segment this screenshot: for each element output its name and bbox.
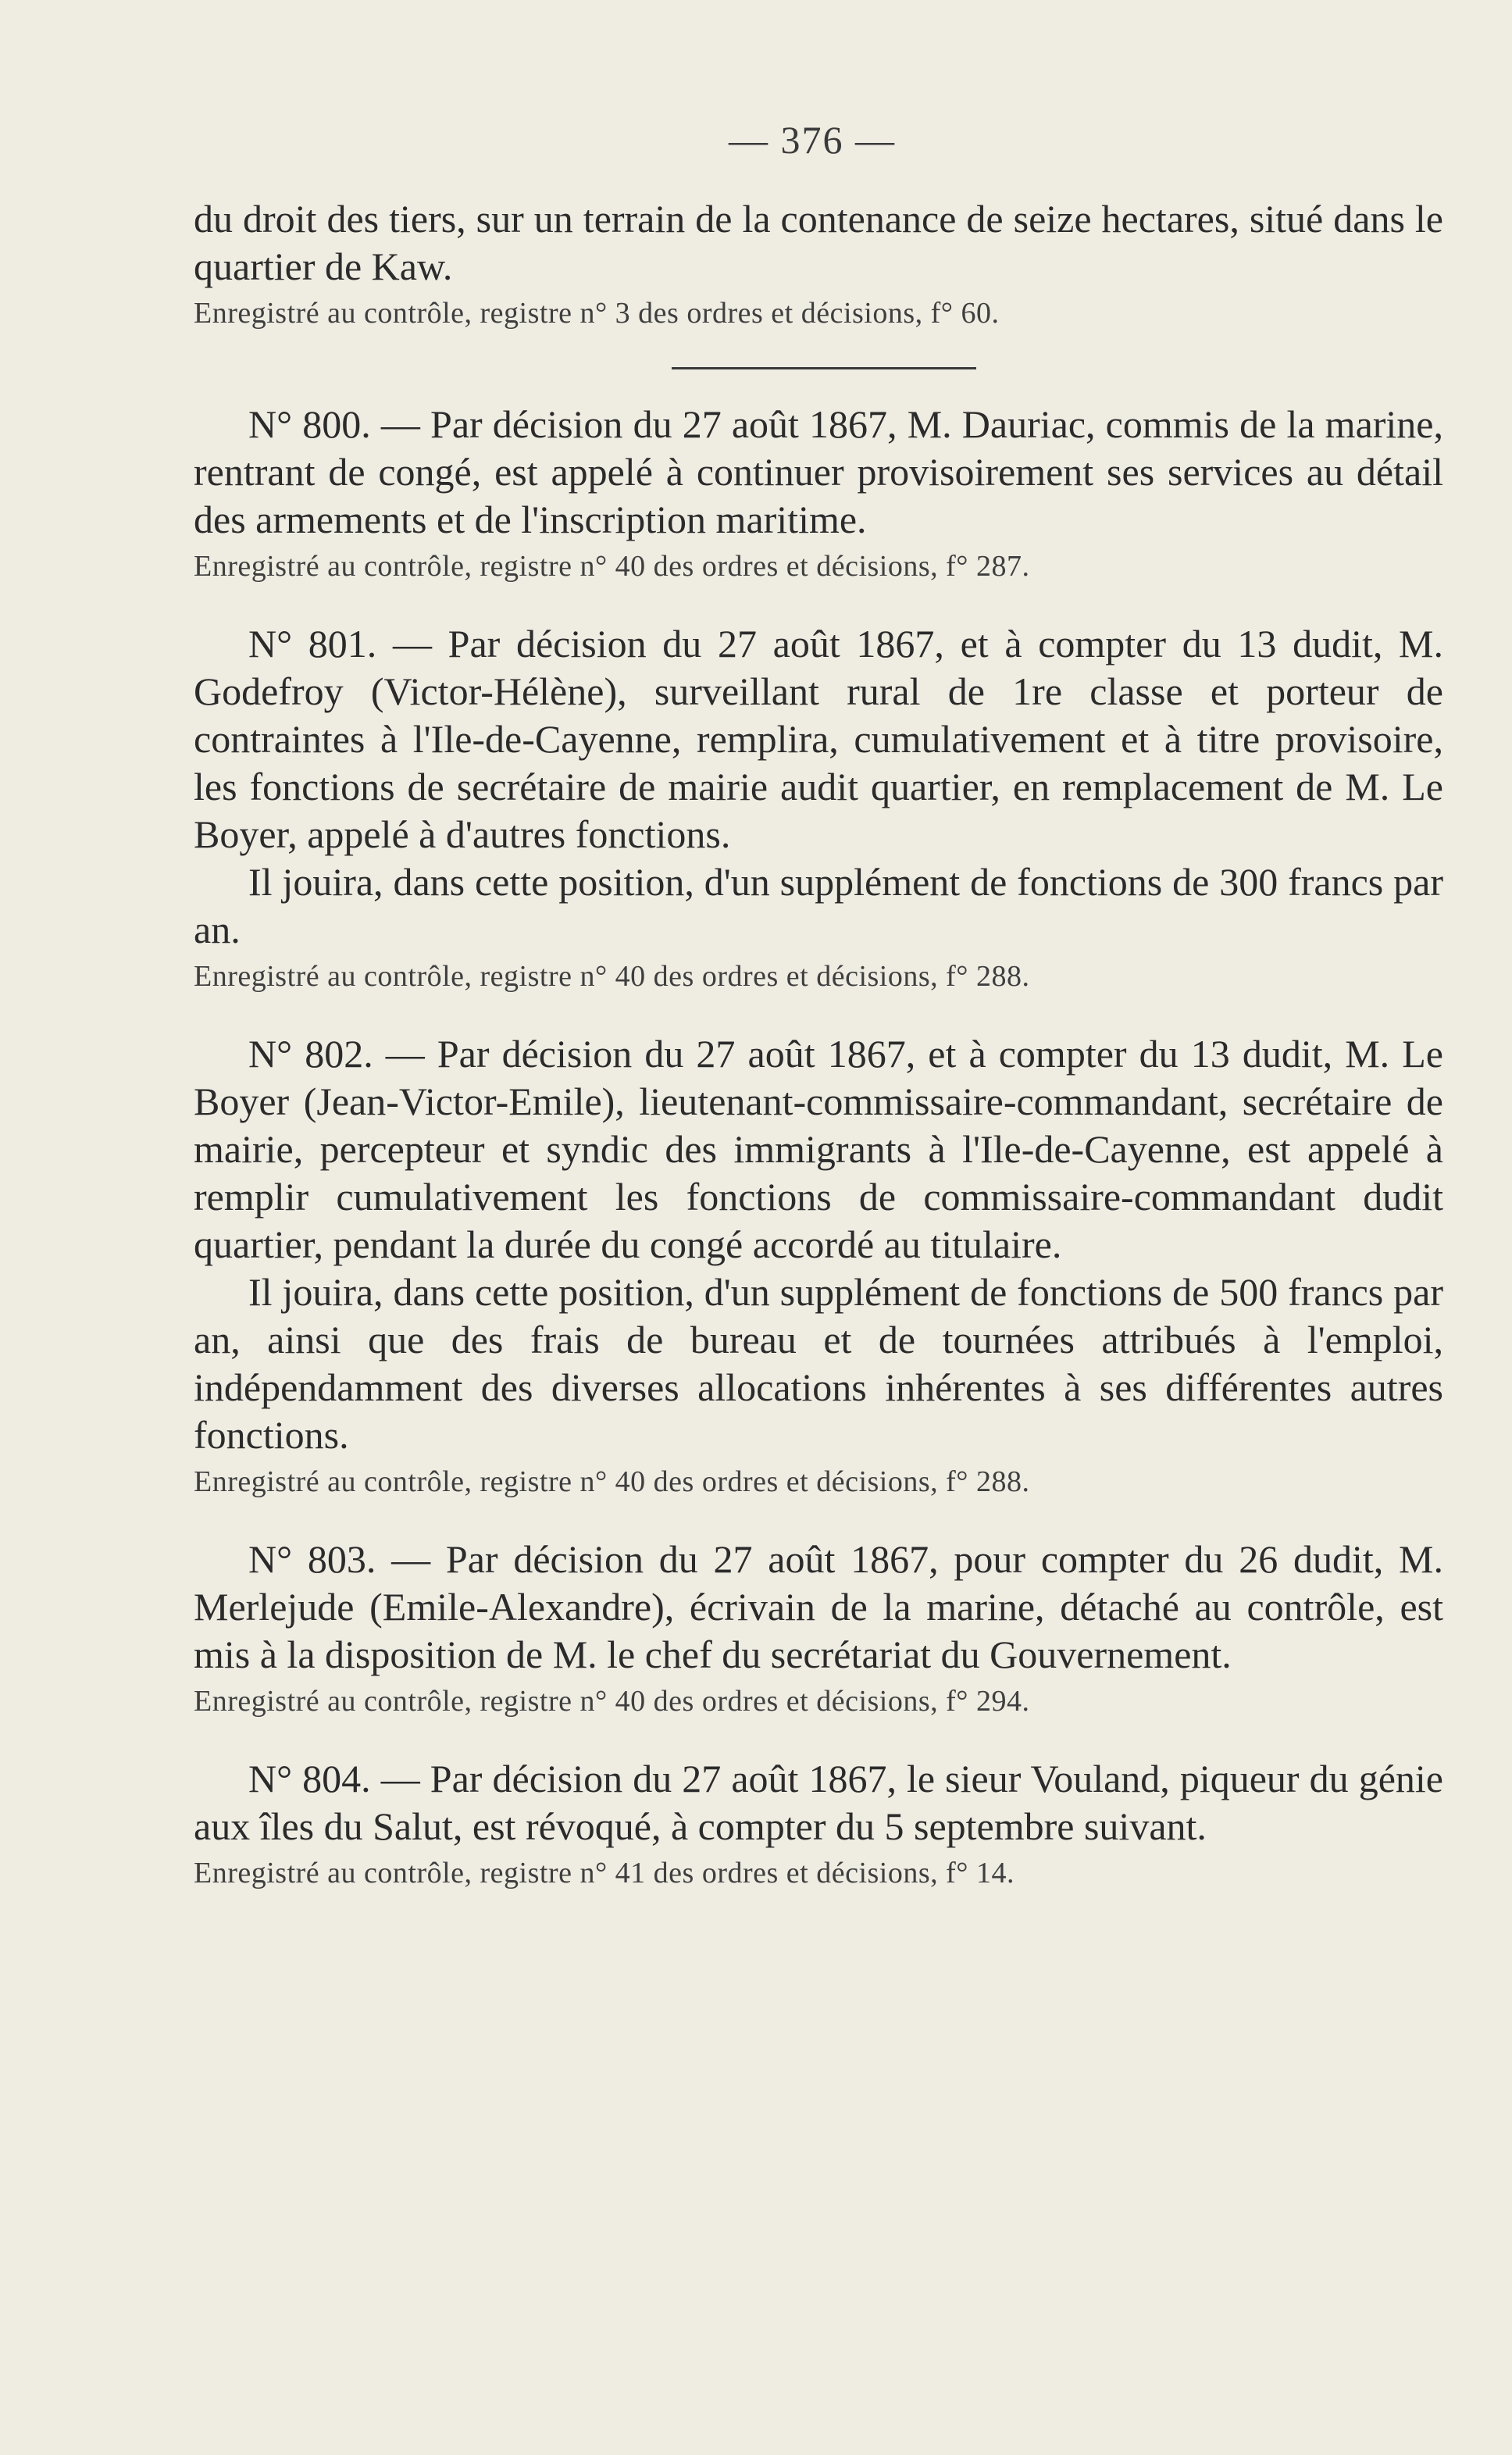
entry-paragraph: N° 804. — Par décision du 27 août 1867, le sieur Vouland, piqueur du génie aux îles du Salut, est révoqué, à compter du 5 septembre suivant.: [194, 1757, 1443, 1848]
intro-registration: Enregistré au contrôle, registre n° 3 des ordres et décisions, f° 60.: [194, 297, 1000, 330]
section-separator: [672, 367, 976, 369]
entry-803: [194, 1536, 1443, 1721]
entry-paragraph: Il jouira, dans cette position, d'un supplément de fonctions de 300 francs par an.: [194, 860, 1443, 951]
entry-registration: Enregistré au contrôle, registre n° 40 des ordres et décisions, f° 288.: [194, 1465, 1030, 1498]
entry-registration: Enregistré au contrôle, registre n° 40 des ordres et décisions, f° 287.: [194, 550, 1030, 583]
entry-paragraph: N° 803. — Par décision du 27 août 1867, pour compter du 26 dudit, M. Merlejude (Emile-Alexandre), écrivain de la marine, détaché au contrôle, est mis à la disposition de M. le chef du secrétariat du Gouvernement.: [194, 1537, 1443, 1676]
entry-registration: Enregistré au contrôle, registre n° 41 des ordres et décisions, f° 14.: [194, 1857, 1015, 1889]
entry-800: [194, 401, 1443, 586]
text-block: [194, 195, 1443, 1893]
entry-registration: Enregistré au contrôle, registre n° 40 des ordres et décisions, f° 294.: [194, 1685, 1030, 1718]
entry-paragraph: N° 802. — Par décision du 27 août 1867, et à compter du 13 dudit, M. Le Boyer (Jean-Victor-Emile), lieutenant-commissaire-commandant, secrétaire de mairie, percepteur et syndic des immigrants à l'Ile-de-Cayenne, est appelé à remplir cumulativement les fonctions de commissaire-commandant dudit quartier, pendant la durée du congé accordé au titulaire.: [194, 1032, 1443, 1266]
intro-text: du droit des tiers, sur un terrain de la contenance de seize hectares, situé dans le quartier de Kaw.: [194, 197, 1443, 288]
entry-802: [194, 1030, 1443, 1501]
entry-paragraph: Il jouira, dans cette position, d'un supplément de fonctions de 500 francs par an, ainsi que des frais de bureau et de tournées attribués à l'emploi, indépendamment des diverses allocations inhérentes à ses différentes autres fonctions.: [194, 1270, 1443, 1457]
entry-804: [194, 1755, 1443, 1893]
entry-801: [194, 620, 1443, 996]
entry-paragraph: N° 801. — Par décision du 27 août 1867, et à compter du 13 dudit, M. Godefroy (Victor-Hélène), surveillant rural de 1re classe et porteur de contraintes à l'Ile-de-Cayenne, remplira, cumulativement et à titre provisoire, les fonctions de secrétaire de mairie audit quartier, en remplacement de M. Le Boyer, appelé à d'autres fonctions.: [194, 622, 1443, 856]
entry-registration: Enregistré au contrôle, registre n° 40 des ordres et décisions, f° 288.: [194, 960, 1030, 993]
entry-paragraph: N° 800. — Par décision du 27 août 1867, M. Dauriac, commis de la marine, rentrant de congé, est appelé à continuer provisoirement ses services au détail des armements et de l'inscription maritime.: [194, 402, 1443, 541]
page-number: — 376 —: [729, 118, 896, 162]
